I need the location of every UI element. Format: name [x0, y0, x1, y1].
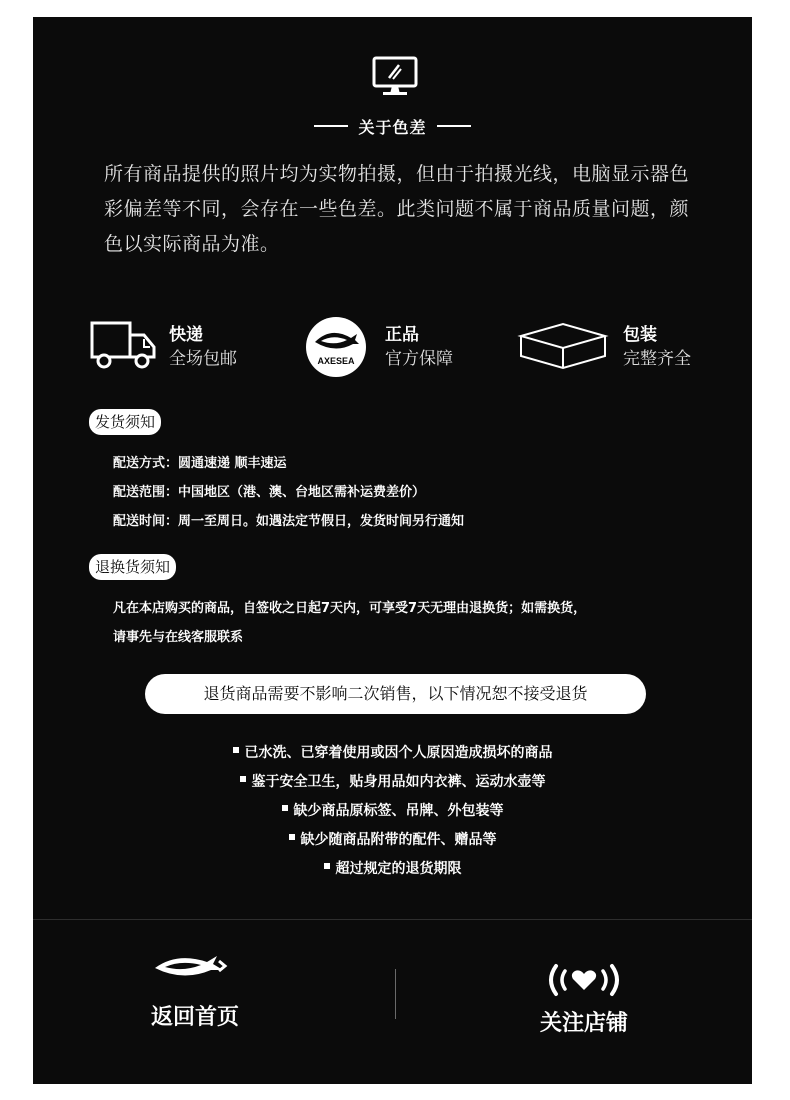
monitor-icon [371, 55, 419, 97]
feature-authentic [305, 317, 495, 377]
returns-label: 退换货须知 [89, 554, 176, 580]
box-icon [517, 320, 609, 372]
truck-icon [88, 317, 158, 373]
color-note-body: 所有商品提供的照片均为实物拍摄，但由于拍摄光线，电脑显示器色彩偏差等不同，会存在一些色差。此类问题不属于商品质量问题，颜色以实际商品为准。 [104, 163, 690, 255]
shipping-range: 配送范围：中国地区（港、澳、台地区需补运费差价） [113, 485, 426, 500]
shipping-method: 配送方式：圆通速递 顺丰速运 [113, 456, 287, 471]
divider [437, 125, 471, 127]
list-item: 超过规定的退货期限 [33, 855, 752, 884]
shipping-time: 配送时间：周一至周日。如遇法定节假日，发货时间另行通知 [113, 514, 465, 529]
feature-title: 包装 [623, 325, 657, 345]
axesea-brand-icon [153, 952, 237, 982]
list-item: 缺少随商品附带的配件、赠品等 [33, 826, 752, 855]
home-button[interactable] [135, 952, 255, 1031]
footer-divider-line [33, 919, 752, 920]
returns-policy-line: 请事先与在线客服联系 [113, 630, 244, 645]
heart-broadcast-icon [544, 962, 624, 998]
list-item: 缺少商品原标签、吊牌、外包装等 [33, 797, 752, 826]
bullet-icon [289, 834, 295, 840]
divider [314, 125, 348, 127]
color-note-heading [33, 114, 752, 138]
returns-notice: 退货商品需要不影响二次销售，以下情况恕不接受退货 [145, 674, 646, 714]
product-info-panel [33, 17, 752, 1084]
shipping-label: 发货须知 [89, 409, 161, 435]
logo-text: AXESEA [317, 356, 355, 366]
feature-packaging [517, 317, 717, 377]
feature-delivery [88, 317, 258, 377]
bullet-icon [233, 747, 239, 753]
feature-subtitle: 全场包邮 [169, 349, 237, 369]
follow-store-label: 关注店铺 [539, 1011, 628, 1036]
feature-subtitle: 完整齐全 [623, 349, 691, 369]
list-item: 已水洗、已穿着使用或因个人原因造成损坏的商品 [33, 739, 752, 768]
list-item: 鉴于安全卫生，贴身用品如内衣裤、运动水壶等 [33, 768, 752, 797]
color-note-title: 关于色差 [358, 117, 427, 137]
bullet-icon [324, 863, 330, 869]
home-button-label: 返回首页 [150, 1005, 239, 1030]
bullet-icon [282, 805, 288, 811]
follow-store-button[interactable] [524, 962, 644, 1037]
bullet-icon [240, 776, 246, 782]
feature-subtitle: 官方保障 [385, 349, 453, 369]
return-exclusions-list [33, 739, 752, 884]
footer-divider [395, 969, 396, 1019]
returns-policy-line: 凡在本店购买的商品，自签收之日起7天内，可享受7天无理由退换货；如需换货， [113, 601, 587, 616]
feature-title: 快递 [169, 325, 203, 345]
axesea-logo [305, 316, 367, 378]
feature-title: 正品 [385, 325, 419, 345]
